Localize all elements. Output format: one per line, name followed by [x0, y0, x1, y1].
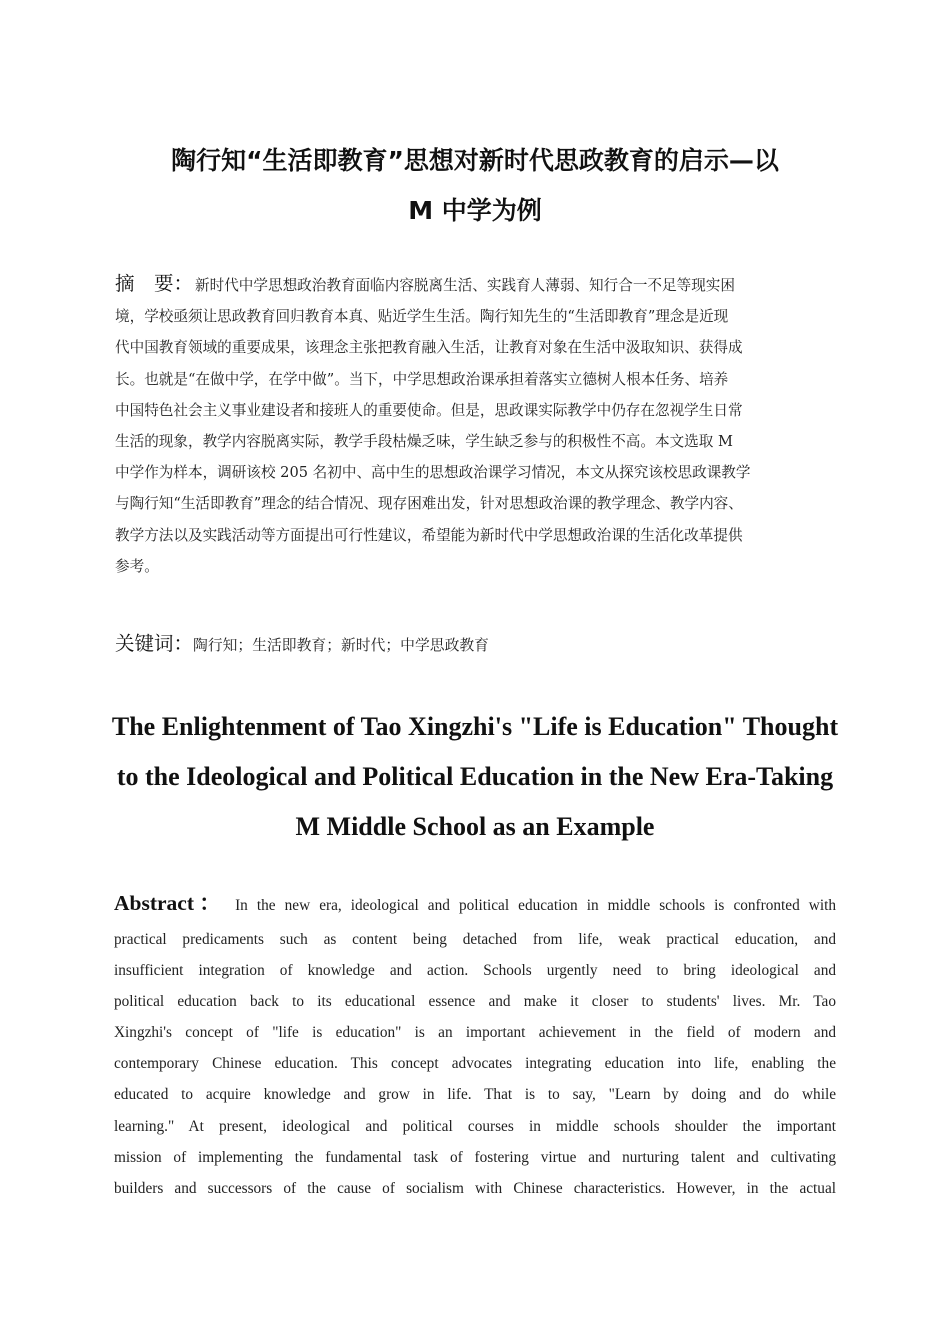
english-abstract: [114, 884, 836, 1204]
chinese-abstract-line: 中学作为样本，调研该校 205 名初中、高中生的思想政治课学习情况，本文从探究该校思政课教学: [115, 464, 751, 482]
chinese-abstract-line: 教学方法以及实践活动等方面提出可行性建议，希望能为新时代中学思想政治课的生活化改革提供: [115, 526, 743, 544]
chinese-title-line-2: M 中学为例: [408, 196, 542, 225]
english-abstract-line: mission of implementing the fundamental task of fostering virtue and nurturing talent and cultivating: [114, 1148, 836, 1166]
english-abstract-text: In the new era, ideological and political education in middle schools is confronted with: [235, 897, 836, 914]
english-abstract-label: Abstract：: [114, 891, 226, 915]
chinese-abstract-line: 生活的现象，教学内容脱离实际，教学手段枯燥乏味，学生缺乏参与的积极性不高。本文选取 M: [115, 433, 733, 451]
chinese-abstract-line: 代中国教育领域的重要成果，该理念主张把教育融入生活，让教育对象在生活中汲取知识、获得成: [115, 339, 743, 357]
english-abstract-line: [114, 884, 836, 924]
chinese-abstract-line: 参考。: [115, 557, 159, 575]
chinese-abstract: [115, 268, 837, 582]
chinese-abstract-line: 与陶行知“生活即教育”理念的结合情况、现存困难出发，针对思想政治课的教学理念、教学内容、: [115, 495, 743, 513]
chinese-abstract-line: 长。也就是“在做中学，在学中做”。当下，中学思想政治课承担着落实立德树人根本任务、培养: [115, 370, 729, 388]
english-abstract-line: practical predicaments such as content being detached from life, weak practical education, and: [114, 931, 836, 948]
chinese-abstract-line: [115, 268, 837, 301]
english-abstract-line: Xingzhi's concept of "life is education" is an important achievement in the field of modern and: [114, 1024, 836, 1042]
chinese-keywords: [115, 628, 837, 662]
english-abstract-line: political education back to its educational essence and make it closer to students' lives. Mr. Tao: [114, 993, 836, 1011]
keywords-label: 关键词：: [115, 632, 194, 655]
chinese-abstract-line: 境，学校亟须让思政教育回归教育本真、贴近学生生活。陶行知先生的“生活即教育”理念是近现: [115, 308, 729, 326]
english-title-line-2: to the Ideological and Political Education in the New Era-Taking: [116, 762, 834, 791]
english-abstract-line: builders and successors of the cause of socialism with Chinese characteristics. However, in the actual: [114, 1179, 836, 1197]
english-title: [100, 702, 850, 852]
chinese-abstract-text: 新时代中学思想政治教育面临内容脱离生活、实践育人薄弱、知行合一不足等现实困: [195, 277, 735, 294]
chinese-title-line-1: 陶行知“生活即教育”思想对新时代思政教育的启示—以: [171, 146, 779, 175]
chinese-title: [100, 136, 850, 236]
english-abstract-line: learning." At present, ideological and political courses in middle schools shoulder the important: [114, 1117, 836, 1135]
chinese-abstract-line: 中国特色社会主义事业建设者和接班人的重要使命。但是，思政课实际教学中仍存在忽视学生日常: [115, 401, 743, 419]
english-title-line-3: M Middle School as an Example: [295, 812, 655, 841]
chinese-abstract-label: 摘 要：: [115, 272, 194, 295]
keywords-text: 陶行知；生活即教育；新时代；中学思政教育: [193, 637, 489, 654]
english-abstract-line: contemporary Chinese education. This concept advocates integrating education into life, enabling the: [114, 1055, 836, 1073]
english-abstract-line: educated to acquire knowledge and grow in life. That is to say, "Learn by doing and do while: [114, 1086, 836, 1104]
english-title-line-1: The Enlightenment of Tao Xingzhi's "Life is Education" Thought: [111, 712, 839, 741]
english-abstract-line: insufficient integration of knowledge and action. Schools urgently need to bring ideological and: [114, 962, 836, 980]
